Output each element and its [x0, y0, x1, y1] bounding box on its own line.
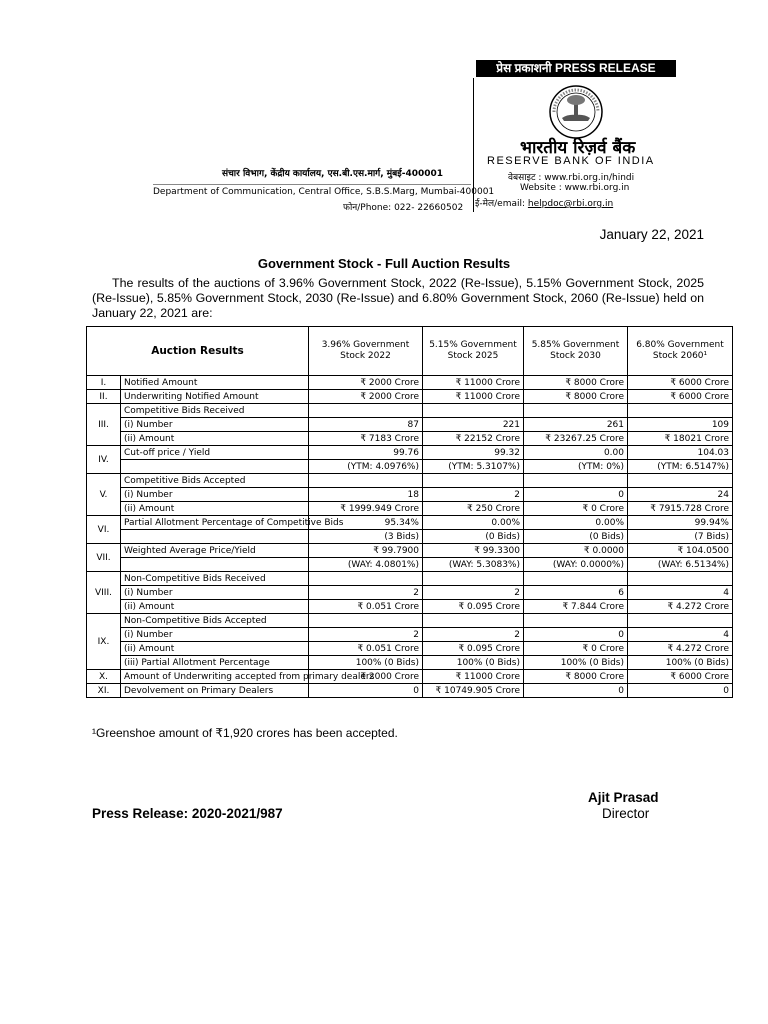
- header-col-2030: 5.85% Government Stock 2030: [524, 327, 628, 376]
- table-row: [87, 516, 733, 530]
- value-cell: [423, 572, 524, 586]
- value-cell: 0.00: [524, 446, 628, 460]
- value-cell: [423, 474, 524, 488]
- value-cell: ₹ 99.3300: [423, 544, 524, 558]
- table-row: [87, 642, 733, 656]
- table-row: [87, 600, 733, 614]
- table-row: [87, 628, 733, 642]
- value-cell: 0.00%: [524, 516, 628, 530]
- row-label: Underwriting Notified Amount: [121, 390, 309, 404]
- row-label: Partial Allotment Percentage of Competitive Bids: [121, 516, 309, 530]
- press-release-number: Press Release: 2020-2021/987: [92, 806, 283, 821]
- value-cell: 100% (0 Bids): [423, 656, 524, 670]
- value-cell: 0: [524, 684, 628, 698]
- section-number: VII.: [87, 544, 121, 572]
- row-label: [121, 460, 309, 474]
- intro-paragraph: The results of the auctions of 3.96% Government Stock, 2022 (Re-Issue), 5.15% Government Stock, 2025 (Re-Issue), 5.85% Government Stock, 2030 (Re-Issue) and 6.80% Government Stock, 2060 (Re-Issue) held on January 22, 2021 are:: [92, 276, 704, 320]
- signatory-role: Director: [602, 806, 650, 821]
- signatory-name: Ajit Prasad: [588, 790, 659, 805]
- table-row: [87, 558, 733, 572]
- table-row: [87, 572, 733, 586]
- address-divider: [153, 184, 471, 185]
- press-release-banner: प्रेस प्रकाशनी PRESS RELEASE: [476, 60, 676, 77]
- value-cell: 2: [423, 586, 524, 600]
- table-row: [87, 656, 733, 670]
- value-cell: ₹ 6000 Crore: [628, 376, 733, 390]
- value-cell: [309, 572, 423, 586]
- website-hindi[interactable]: वेबसाइट : www.rbi.org.in/hindi: [508, 173, 635, 183]
- value-cell: (YTM: 5.3107%): [423, 460, 524, 474]
- value-cell: 4: [628, 628, 733, 642]
- section-number: III.: [87, 404, 121, 446]
- bank-name-hindi: भारतीय रिज़र्व बैंक: [520, 138, 636, 158]
- value-cell: ₹ 99.7900: [309, 544, 423, 558]
- value-cell: [628, 614, 733, 628]
- value-cell: ₹ 11000 Crore: [423, 390, 524, 404]
- value-cell: (WAY: 0.0000%): [524, 558, 628, 572]
- header-col-2022: 3.96% Government Stock 2022: [309, 327, 423, 376]
- row-label: Weighted Average Price/Yield: [121, 544, 309, 558]
- table-row: [87, 502, 733, 516]
- value-cell: ₹ 8000 Crore: [524, 670, 628, 684]
- value-cell: 0: [309, 684, 423, 698]
- value-cell: ₹ 22152 Crore: [423, 432, 524, 446]
- value-cell: (WAY: 5.3083%): [423, 558, 524, 572]
- greenshoe-footnote: ¹Greenshoe amount of ₹1,920 crores has been accepted.: [92, 726, 398, 740]
- section-number: I.: [87, 376, 121, 390]
- value-cell: 0: [628, 684, 733, 698]
- value-cell: ₹ 7915.728 Crore: [628, 502, 733, 516]
- department-hindi: संचार विभाग, केंद्रीय कार्यालय, एस.बी.एस.मार्ग, मुंबई-400001: [222, 169, 444, 179]
- value-cell: ₹ 0.051 Crore: [309, 642, 423, 656]
- value-cell: 18: [309, 488, 423, 502]
- value-cell: 2: [309, 586, 423, 600]
- section-number: II.: [87, 390, 121, 404]
- value-cell: 95.34%: [309, 516, 423, 530]
- row-label: Devolvement on Primary Dealers: [121, 684, 309, 698]
- value-cell: (WAY: 4.0801%): [309, 558, 423, 572]
- row-label: (iii) Partial Allotment Percentage: [121, 656, 309, 670]
- value-cell: 0: [524, 488, 628, 502]
- row-label: (ii) Amount: [121, 432, 309, 446]
- department-english: Department of Communication, Central Office, S.B.S.Marg, Mumbai-400001: [153, 187, 495, 197]
- value-cell: 100% (0 Bids): [628, 656, 733, 670]
- row-label: (i) Number: [121, 586, 309, 600]
- value-cell: ₹ 104.0500: [628, 544, 733, 558]
- row-label: (i) Number: [121, 628, 309, 642]
- value-cell: [524, 614, 628, 628]
- row-label: (i) Number: [121, 488, 309, 502]
- value-cell: ₹ 0 Crore: [524, 642, 628, 656]
- row-label: Amount of Underwriting accepted from primary dealers: [121, 670, 309, 684]
- email-link[interactable]: helpdoc@rbi.org.in: [527, 199, 614, 209]
- table-header-row: [87, 327, 733, 376]
- header-col-2025: 5.15% Government Stock 2025: [423, 327, 524, 376]
- value-cell: ₹ 8000 Crore: [524, 376, 628, 390]
- value-cell: [524, 404, 628, 418]
- header-auction-results: Auction Results: [87, 327, 309, 376]
- row-label: Non-Competitive Bids Received: [121, 572, 309, 586]
- table-row: [87, 460, 733, 474]
- value-cell: ₹ 4.272 Crore: [628, 600, 733, 614]
- value-cell: (0 Bids): [423, 530, 524, 544]
- value-cell: [628, 572, 733, 586]
- value-cell: ₹ 0.0000: [524, 544, 628, 558]
- email-label: ई-मेल/email:: [475, 199, 526, 209]
- value-cell: (0 Bids): [524, 530, 628, 544]
- table-row: [87, 670, 733, 684]
- value-cell: 2: [423, 628, 524, 642]
- value-cell: [309, 404, 423, 418]
- section-number: V.: [87, 474, 121, 516]
- row-label: Non-Competitive Bids Accepted: [121, 614, 309, 628]
- value-cell: 100% (0 Bids): [309, 656, 423, 670]
- value-cell: ₹ 2000 Crore: [309, 390, 423, 404]
- row-label: [121, 530, 309, 544]
- table-row: [87, 530, 733, 544]
- table-row: [87, 544, 733, 558]
- value-cell: [628, 404, 733, 418]
- row-label: Competitive Bids Accepted: [121, 474, 309, 488]
- value-cell: 109: [628, 418, 733, 432]
- value-cell: ₹ 23267.25 Crore: [524, 432, 628, 446]
- email-line: [475, 196, 613, 209]
- table-row: [87, 684, 733, 698]
- value-cell: 6: [524, 586, 628, 600]
- value-cell: (7 Bids): [628, 530, 733, 544]
- value-cell: 100% (0 Bids): [524, 656, 628, 670]
- value-cell: ₹ 0.095 Crore: [423, 600, 524, 614]
- value-cell: 104.03: [628, 446, 733, 460]
- table-body: [87, 376, 733, 698]
- value-cell: 2: [423, 488, 524, 502]
- value-cell: ₹ 0 Crore: [524, 502, 628, 516]
- row-label: Notified Amount: [121, 376, 309, 390]
- value-cell: ₹ 11000 Crore: [423, 376, 524, 390]
- value-cell: (3 Bids): [309, 530, 423, 544]
- value-cell: ₹ 0.051 Crore: [309, 600, 423, 614]
- value-cell: 2: [309, 628, 423, 642]
- table-row: [87, 446, 733, 460]
- row-label: (ii) Amount: [121, 502, 309, 516]
- table-row: [87, 586, 733, 600]
- website-english[interactable]: Website : www.rbi.org.in: [520, 183, 630, 193]
- table-row: [87, 474, 733, 488]
- value-cell: [423, 404, 524, 418]
- phone-number: फोन/Phone: 022- 22660502: [343, 203, 464, 213]
- row-label: (ii) Amount: [121, 600, 309, 614]
- value-cell: ₹ 6000 Crore: [628, 670, 733, 684]
- value-cell: 99.76: [309, 446, 423, 460]
- value-cell: (YTM: 4.0976%): [309, 460, 423, 474]
- value-cell: ₹ 7183 Crore: [309, 432, 423, 446]
- value-cell: ₹ 0.095 Crore: [423, 642, 524, 656]
- table-row: [87, 432, 733, 446]
- value-cell: 24: [628, 488, 733, 502]
- section-number: X.: [87, 670, 121, 684]
- row-label: (ii) Amount: [121, 642, 309, 656]
- row-label: Competitive Bids Received: [121, 404, 309, 418]
- value-cell: (YTM: 6.5147%): [628, 460, 733, 474]
- table-row: [87, 488, 733, 502]
- value-cell: 99.94%: [628, 516, 733, 530]
- header-col-2060: 6.80% Government Stock 2060¹: [628, 327, 733, 376]
- value-cell: 99.32: [423, 446, 524, 460]
- table-row: [87, 376, 733, 390]
- row-label: (i) Number: [121, 418, 309, 432]
- value-cell: ₹ 250 Crore: [423, 502, 524, 516]
- value-cell: ₹ 18021 Crore: [628, 432, 733, 446]
- rbi-seal-icon: [548, 84, 604, 140]
- value-cell: [309, 474, 423, 488]
- value-cell: [309, 614, 423, 628]
- value-cell: ₹ 7.844 Crore: [524, 600, 628, 614]
- value-cell: ₹ 11000 Crore: [423, 670, 524, 684]
- document-title: Government Stock - Full Auction Results: [257, 256, 511, 271]
- value-cell: (WAY: 6.5134%): [628, 558, 733, 572]
- table-row: [87, 404, 733, 418]
- value-cell: ₹ 4.272 Crore: [628, 642, 733, 656]
- value-cell: ₹ 1999.949 Crore: [309, 502, 423, 516]
- value-cell: 0.00%: [423, 516, 524, 530]
- bank-name-english: RESERVE BANK OF INDIA: [487, 155, 655, 167]
- value-cell: 0: [524, 628, 628, 642]
- value-cell: [628, 474, 733, 488]
- row-label: [121, 558, 309, 572]
- value-cell: [423, 614, 524, 628]
- table-row: [87, 614, 733, 628]
- value-cell: ₹ 8000 Crore: [524, 390, 628, 404]
- table-row: [87, 390, 733, 404]
- value-cell: ₹ 2000 Crore: [309, 376, 423, 390]
- value-cell: 221: [423, 418, 524, 432]
- release-date: January 22, 2021: [599, 227, 704, 242]
- value-cell: 261: [524, 418, 628, 432]
- value-cell: [524, 572, 628, 586]
- section-number: IX.: [87, 614, 121, 670]
- auction-results-table: [86, 326, 733, 698]
- value-cell: 87: [309, 418, 423, 432]
- section-number: VIII.: [87, 572, 121, 614]
- row-label: Cut-off price / Yield: [121, 446, 309, 460]
- value-cell: ₹ 2000 Crore: [309, 670, 423, 684]
- value-cell: (YTM: 0%): [524, 460, 628, 474]
- section-number: VI.: [87, 516, 121, 544]
- table-row: [87, 418, 733, 432]
- section-number: IV.: [87, 446, 121, 474]
- section-number: XI.: [87, 684, 121, 698]
- value-cell: [524, 474, 628, 488]
- value-cell: ₹ 6000 Crore: [628, 390, 733, 404]
- value-cell: 4: [628, 586, 733, 600]
- value-cell: ₹ 10749.905 Crore: [423, 684, 524, 698]
